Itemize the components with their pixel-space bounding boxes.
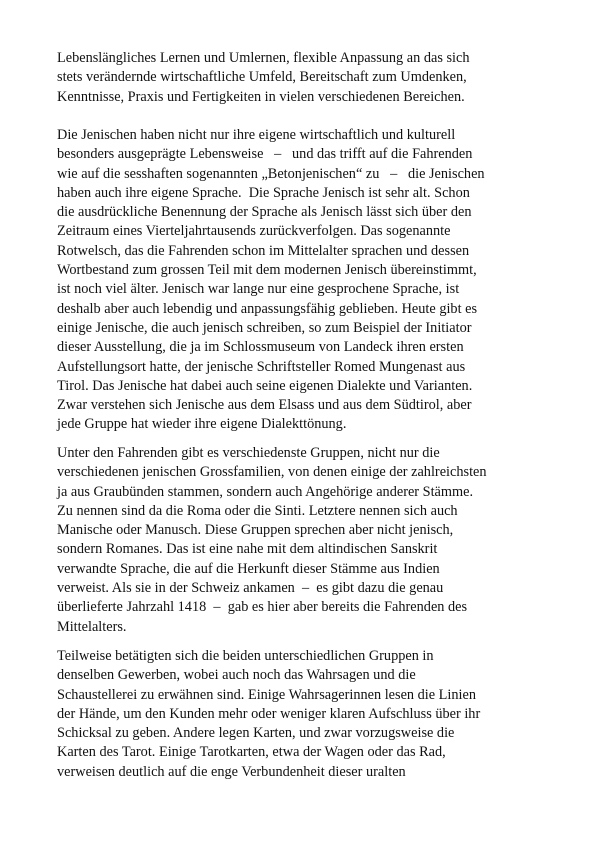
text-line: jede Gruppe hat wieder ihre eigene Dialekttönung. (57, 416, 347, 433)
paragraph-1 (57, 49, 547, 107)
text-line: stets verändernde wirtschaftliche Umfeld, Bereitschaft zum Umdenken, (57, 69, 467, 86)
text-line: verwandte Sprache, die auf die Herkunft dieser Stämme aus Indien (57, 560, 440, 577)
text-line: Zeitraum eines Vierteljahrtausends zurückverfolgen. Das sogenannte (57, 223, 451, 240)
text-line: Zwar verstehen sich Jenische aus dem Elsass und aus dem Südtirol, aber (57, 397, 472, 414)
text-line: Karten des Tarot. Einige Tarotkarten, etwa der Wagen oder das Rad, (57, 744, 446, 761)
text-line: wie auf die sesshaften sogenannten „Betonjenischen“ zu – die Jenischen (57, 165, 485, 182)
text-line: dieser Ausstellung, die ja im Schlossmuseum von Landeck ihren ersten (57, 339, 464, 356)
text-line: Mittelalters. (57, 618, 127, 635)
text-line: verweist. Als sie in der Schweiz ankamen – es gibt dazu die genau (57, 580, 444, 597)
text-line: verschiedenen jenischen Grossfamilien, von denen einige der zahlreichsten (57, 464, 487, 481)
paragraph-2 (57, 126, 547, 435)
text-line: Schicksal zu geben. Andere legen Karten, und zwar vorzugsweise die (57, 725, 455, 742)
text-line: der Hände, um den Kunden mehr oder weniger klaren Aufschluss über ihr (57, 705, 481, 722)
paragraph-4 (57, 647, 547, 782)
text-line: überlieferte Jahrzahl 1418 – gab es hier aber bereits die Fahrenden des (57, 599, 468, 616)
text-line: Aufstellungsort hatte, der jenische Schriftsteller Romed Mungenast aus (57, 358, 466, 375)
text-line: Kenntnisse, Praxis und Fertigkeiten in vielen verschiedenen Bereichen. (57, 88, 465, 105)
text-line: Zu nennen sind da die Roma oder die Sinti. Letztere nennen sich auch (57, 502, 458, 519)
text-line: ja aus Graubünden stammen, sondern auch Angehörige anderer Stämme. (57, 483, 474, 500)
text-line: Manische oder Manusch. Diese Gruppen sprechen aber nicht jenisch, (57, 522, 454, 539)
text-line: denselben Gewerben, wobei auch noch das Wahrsagen und die (57, 667, 416, 684)
paragraph-3 (57, 444, 547, 637)
text-line: einige Jenische, die auch jenisch schreiben, so zum Beispiel der Initiator (57, 319, 472, 336)
text-line: besonders ausgeprägte Lebensweise – und das trifft auf die Fahrenden (57, 146, 473, 163)
text-line: verweisen deutlich auf die enge Verbundenheit dieser uralten (57, 763, 406, 780)
text-line: Die Jenischen haben nicht nur ihre eigene wirtschaftlich und kulturell (57, 127, 456, 143)
text-line: Teilweise betätigten sich die beiden unterschiedlichen Gruppen in (57, 648, 434, 664)
text-line: die ausdrückliche Benennung der Sprache als Jenisch lässt sich über den (57, 204, 472, 221)
text-line: Wortbestand zum grossen Teil mit dem modernen Jenisch übereinstimmt, (57, 262, 477, 279)
text-line: Unter den Fahrenden gibt es verschiedenste Gruppen, nicht nur die (57, 445, 440, 461)
text-line: sondern Romanes. Das ist eine nahe mit dem altindischen Sanskrit (57, 541, 438, 558)
text-line: Rotwelsch, das die Fahrenden schon im Mittelalter sprachen und dessen (57, 242, 470, 259)
text-line: Schaustellerei zu erwähnen sind. Einige Wahrsagerinnen lesen die Linien (57, 686, 477, 703)
text-line: haben auch ihre eigene Sprache. Die Sprache Jenisch ist sehr alt. Schon (57, 184, 470, 201)
text-line: Lebenslängliches Lernen und Umlernen, flexible Anpassung an das sich (57, 50, 470, 66)
text-line: Tirol. Das Jenische hat dabei auch seine eigenen Dialekte und Varianten. (57, 377, 473, 394)
text-line: deshalb aber auch lebendig und anpassungsfähig geblieben. Heute gibt es (57, 300, 478, 317)
text-line: ist noch viel älter. Jenisch war lange nur eine gesprochene Sprache, ist (57, 281, 460, 298)
